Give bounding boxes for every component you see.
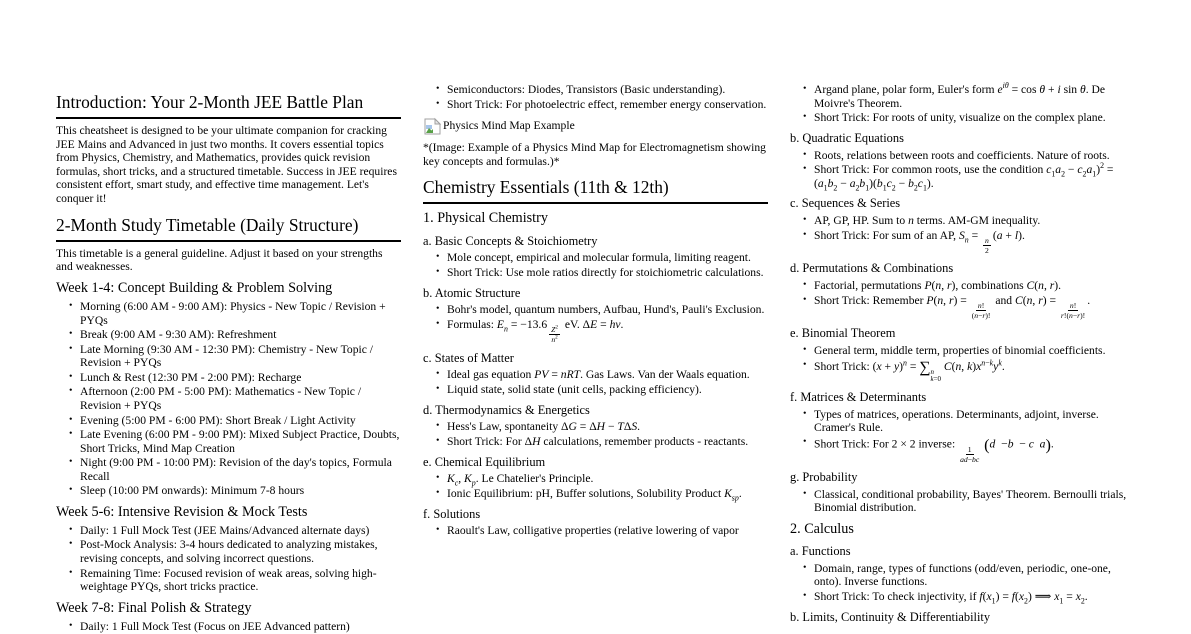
list-item: • $K_c$, $K_p$. Le Chatelier's Principle. [447, 472, 768, 486]
list-item: • Liquid state, solid state (unit cells, packing efficiency). [447, 383, 768, 397]
list-item: • Late Morning (9:30 AM - 12:30 PM): Chemistry - New Topic / Revision + PYQs [80, 343, 401, 370]
list-item: • AP, GP, HP. Sum to n terms. AM-GM inequality. [814, 214, 1135, 228]
subsection-heading: Week 7-8: Final Polish & Strategy [56, 599, 252, 616]
list-item: • Mole concept, empirical and molecular formula, limiting reagent. [447, 251, 768, 265]
subsection-heading: Week 1-4: Concept Building & Problem Solving [56, 279, 333, 296]
topic-heading: d. Permutations & Combinations [790, 261, 954, 276]
list-item: • Short Trick: Remember P(n, r) = $\frac{n!}{(n-r)!}$ and C(n, r) = $\frac{n!}{r!(n-r)!}$ . [814, 294, 1135, 321]
section-heading: 2-Month Study Timetable (Daily Structure) [56, 215, 401, 242]
paragraph: This timetable is a general guideline. Adjust it based on your strengths and weaknesses. [56, 246, 383, 274]
bullet-list [790, 408, 1135, 464]
broken-image-icon [423, 117, 442, 136]
list-item: • Raoult's Law, colligative properties (relative lowering of vapor [447, 524, 768, 538]
list-item: • Types of matrices, operations. Determinants, adjoint, inverse. Cramer's Rule. [814, 408, 1135, 435]
list-item: • Short Trick: For photoelectric effect, remember energy conservation. [447, 98, 768, 112]
list-item: • Sleep (10:00 PM onwards): Minimum 7-8 hours [80, 484, 401, 498]
list-item: • Daily: 1 Full Mock Test (JEE Mains/Advanced alternate days) [80, 524, 401, 538]
bullet-list [423, 83, 768, 111]
bullet-list [790, 488, 1135, 515]
bullet-list [423, 303, 768, 344]
list-item: • Short Trick: For roots of unity, visualize on the complex plane. [814, 111, 1135, 125]
list-item: • Ionic Equilibrium: pH, Buffer solutions, Solubility Product $K_{sp}$. [447, 487, 768, 501]
topic-heading: g. Probability [790, 469, 858, 484]
topic-heading: b. Quadratic Equations [790, 130, 904, 145]
list-item: • Argand plane, polar form, Euler's form $e^{i\theta} = \cos \theta + i$ sin θ. De Moivre's Theorem. [814, 83, 1135, 110]
list-item: • Bohr's model, quantum numbers, Aufbau, Hund's, Pauli's Exclusion. [447, 303, 768, 317]
subsection-heading: 1. Physical Chemistry [423, 210, 548, 227]
topic-heading: e. Chemical Equilibrium [423, 454, 546, 469]
list-item: • Afternoon (2:00 PM - 5:00 PM): Mathematics - New Topic / Revision + PYQs [80, 385, 401, 412]
bullet-list [790, 344, 1135, 384]
topic-heading: a. Basic Concepts & Stoichiometry [423, 233, 598, 248]
list-item: • Short Trick: For sum of an AP, $S_n$ = $\frac{n}{2}$ (a + l). [814, 229, 1135, 256]
list-item: • Night (9:00 PM - 10:00 PM): Revision of the day's topics, Formula Recall [80, 456, 401, 483]
list-item: • Short Trick: For 2 × 2 inverse: $\frac{1}{ad-bc}$ (d −b − c a). [814, 436, 1135, 464]
list-item: • Short Trick: For ΔH calculations, remember products - reactants. [447, 435, 768, 449]
list-item: • Ideal gas equation PV = nRT. Gas Laws. Van der Waals equation. [447, 368, 768, 382]
section-heading: Introduction: Your 2-Month JEE Battle Plan [56, 92, 401, 119]
column-3 [790, 80, 1135, 634]
bullet-list [790, 279, 1135, 320]
list-item: • Lunch & Rest (12:30 PM - 2:00 PM): Recharge [80, 371, 401, 385]
bullet-list [790, 83, 1135, 125]
topic-heading: a. Functions [790, 543, 851, 558]
list-item: • Factorial, permutations P(n, r), combinations C(n, r). [814, 279, 1135, 293]
bullet-list [423, 472, 768, 503]
subsection-heading: 2. Calculus [790, 520, 854, 537]
list-item: • Morning (6:00 AM - 9:00 AM): Physics - New Topic / Revision + PYQs [80, 300, 401, 327]
topic-heading: b. Limits, Continuity & Differentiability [790, 609, 991, 624]
list-item: • Late Evening (6:00 PM - 9:00 PM): Mixed Subject Practice, Doubts, Short Tricks, Mind Map Creation [80, 428, 401, 455]
bullet-list [790, 214, 1135, 255]
list-item: • Short Trick: To check injectivity, if $f(x_1) = f(x_2)$ ⟹ $x_1 = x_2$. [814, 590, 1135, 604]
list-item: • Short Trick: For common roots, use the condition $c_1a_2 - c_2a_1)^2 = (a_1b_2 - a_2b_1)(b_1c_2 - b_2c_1)$. [814, 163, 1135, 190]
topic-heading: e. Binomial Theorem [790, 326, 896, 341]
cheatsheet-page [56, 80, 1135, 634]
bullet-list [56, 300, 401, 498]
list-item: • Classical, conditional probability, Bayes' Theorem. Bernoulli trials, Binomial distribution. [814, 488, 1135, 515]
bullet-list [423, 524, 768, 538]
topic-heading: c. Sequences & Series [790, 196, 901, 211]
paragraph: *(Image: Example of a Physics Mind Map for Electromagnetism showing key concepts and formulas.)* [423, 141, 766, 168]
list-item: • Daily: 1 Full Mock Test (Focus on JEE Advanced pattern) [80, 620, 401, 634]
topic-heading: d. Thermodynamics & Energetics [423, 402, 590, 417]
topic-heading: b. Atomic Structure [423, 285, 521, 300]
list-item: • Semiconductors: Diodes, Transistors (Basic understanding). [447, 83, 768, 97]
paragraph: This cheatsheet is designed to be your ultimate companion for cracking JEE Mains and Advanced in just two months. It covers essential topics from Physics, Chemistry, and Mathematics, provides quick revision formulas, short tricks, and a structured timetable. Success in JEE requires consistent effort, smart study, and effective time management. Let's conquer it! [56, 124, 397, 206]
list-item: • Remaining Time: Focused revision of weak areas, solving high-weightage PYQs, short tricks practice. [80, 567, 401, 594]
inline-image-placeholder [423, 117, 768, 136]
bullet-list [790, 149, 1135, 191]
image-alt-text: Physics Mind Map Example [443, 119, 575, 133]
list-item: • Short Trick: Use mole ratios directly for stoichiometric calculations. [447, 266, 768, 280]
list-item: • Post-Mock Analysis: 3-4 hours dedicated to analyzing mistakes, revising concepts, and solving incorrect questions. [80, 538, 401, 565]
topic-heading: c. States of Matter [423, 350, 514, 365]
bullet-list [423, 368, 768, 396]
bullet-list [423, 420, 768, 448]
list-item: • Domain, range, types of functions (odd/even, periodic, one-one, onto). Inverse functions. [814, 562, 1135, 589]
bullet-list [56, 524, 401, 594]
list-item: • Roots, relations between roots and coefficients. Nature of roots. [814, 149, 1135, 163]
list-item: • Formulas: $E_n = -13.6$ $\frac{Z^2}{n^2}$ eV. ΔE = hν. [447, 318, 768, 345]
bullet-list [56, 620, 401, 634]
bullet-list [423, 251, 768, 279]
list-item: • Evening (5:00 PM - 6:00 PM): Short Break / Light Activity [80, 414, 401, 428]
column-1 [56, 80, 401, 634]
list-item: • Short Trick: $(x + y)^n$ = ∑ n k=0 C(n, $k)x^{n-k}y^k$. [814, 359, 1135, 384]
bullet-list [790, 562, 1135, 604]
subsection-heading: Week 5-6: Intensive Revision & Mock Tests [56, 503, 308, 520]
list-item: • General term, middle term, properties of binomial coefficients. [814, 344, 1135, 358]
list-item: • Break (9:00 AM - 9:30 AM): Refreshment [80, 328, 401, 342]
topic-heading: f. Matrices & Determinants [790, 389, 927, 404]
list-item: • Hess's Law, spontaneity ΔG = ΔH − TΔS. [447, 420, 768, 434]
column-2 [423, 80, 768, 634]
section-heading: Chemistry Essentials (11th & 12th) [423, 177, 768, 204]
topic-heading: f. Solutions [423, 506, 481, 521]
